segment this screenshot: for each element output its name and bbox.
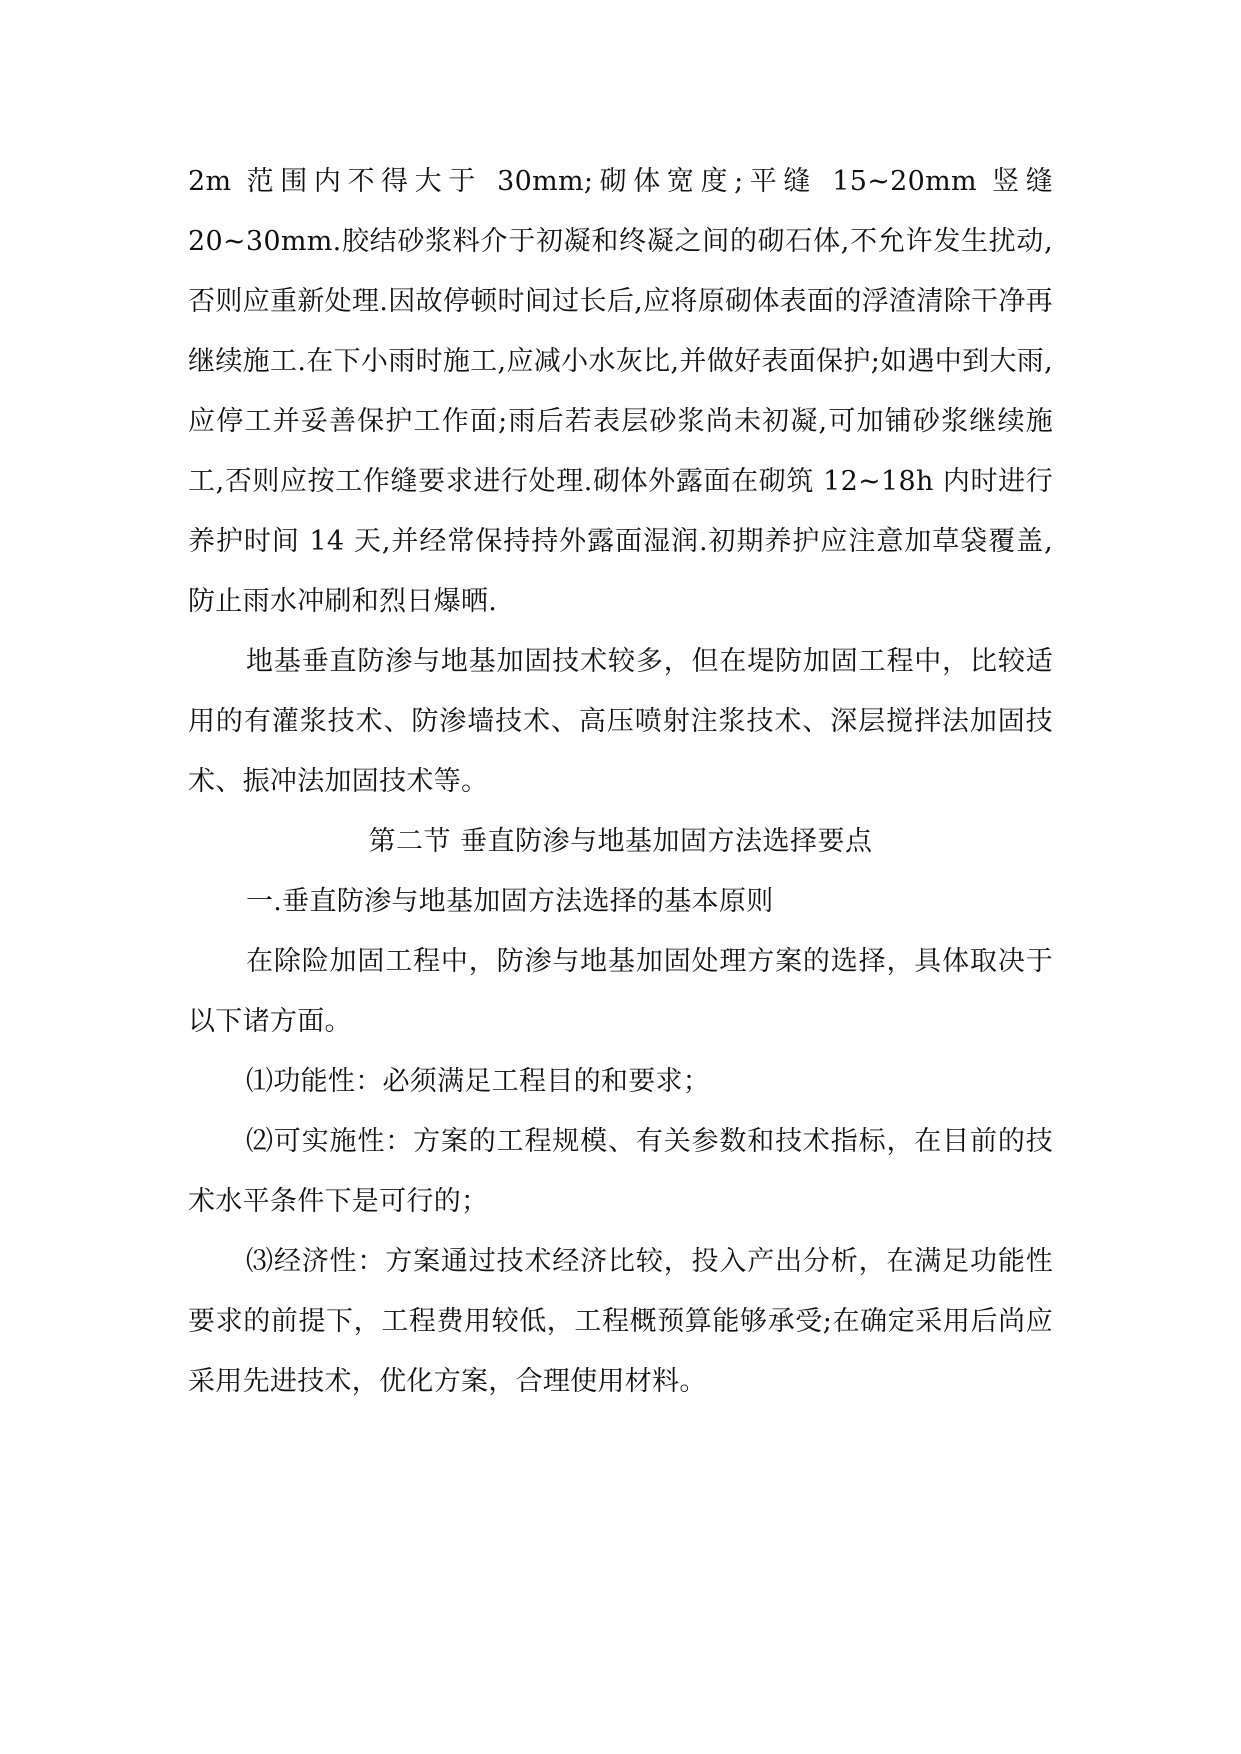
list-item-economy: ⑶经济性：方案通过技术经济比较，投入产出分析，在满足功能性要求的前提下，工程费用较低，工程概预算能够承受;在确定采用后尚应采用先进技术，优化方案，合理使用材料。 (188, 1246, 1053, 1397)
paragraph-foundation-techniques: 地基垂直防渗与地基加固技术较多，但在堤防加固工程中，比较适用的有灌浆技术、防渗墙技术、高压喷射注浆技术、深层搅拌法加固技术、振冲法加固技术等。 (188, 646, 1053, 797)
paragraph-masonry-construction: 2m 范围内不得大于 30mm;砌体宽度;平缝 15~20mm 竖缝 20~30mm.胶结砂浆料介于初凝和终凝之间的砌石体,不允许发生扰动,否则应重新处理.因故停顿时间过长后,应将原砌体表面的浮渣清除干净再继续施工.在下小雨时施工,应减小水灰比,并做好表面保护;如遇中到大雨,应停工并妥善保护工作面;雨后若表层砂浆尚未初凝,可加铺砂浆继续施工,否则应按工作缝要求进行处理.砌体外露面在砌筑 12~18h 内时进行养护时间 14 天,并经常保持持外露面湿润.初期养护应注意加草袋覆盖,防止雨水冲刷和烈日爆晒. (188, 166, 1053, 617)
document-page (188, 152, 1053, 1412)
subheading-basic-principles: 一.垂直防渗与地基加固方法选择的基本原则 (246, 886, 774, 917)
list-item-feasibility: ⑵可实施性：方案的工程规模、有关参数和技术指标，在目前的技术水平条件下是可行的； (188, 1126, 1053, 1217)
list-item-functionality: ⑴功能性：必须满足工程目的和要求； (246, 1066, 711, 1097)
section-heading: 第二节 垂直防渗与地基加固方法选择要点 (368, 826, 873, 857)
paragraph-scheme-selection: 在除险加固工程中，防渗与地基加固处理方案的选择，具体取决于以下诸方面。 (188, 946, 1053, 1037)
